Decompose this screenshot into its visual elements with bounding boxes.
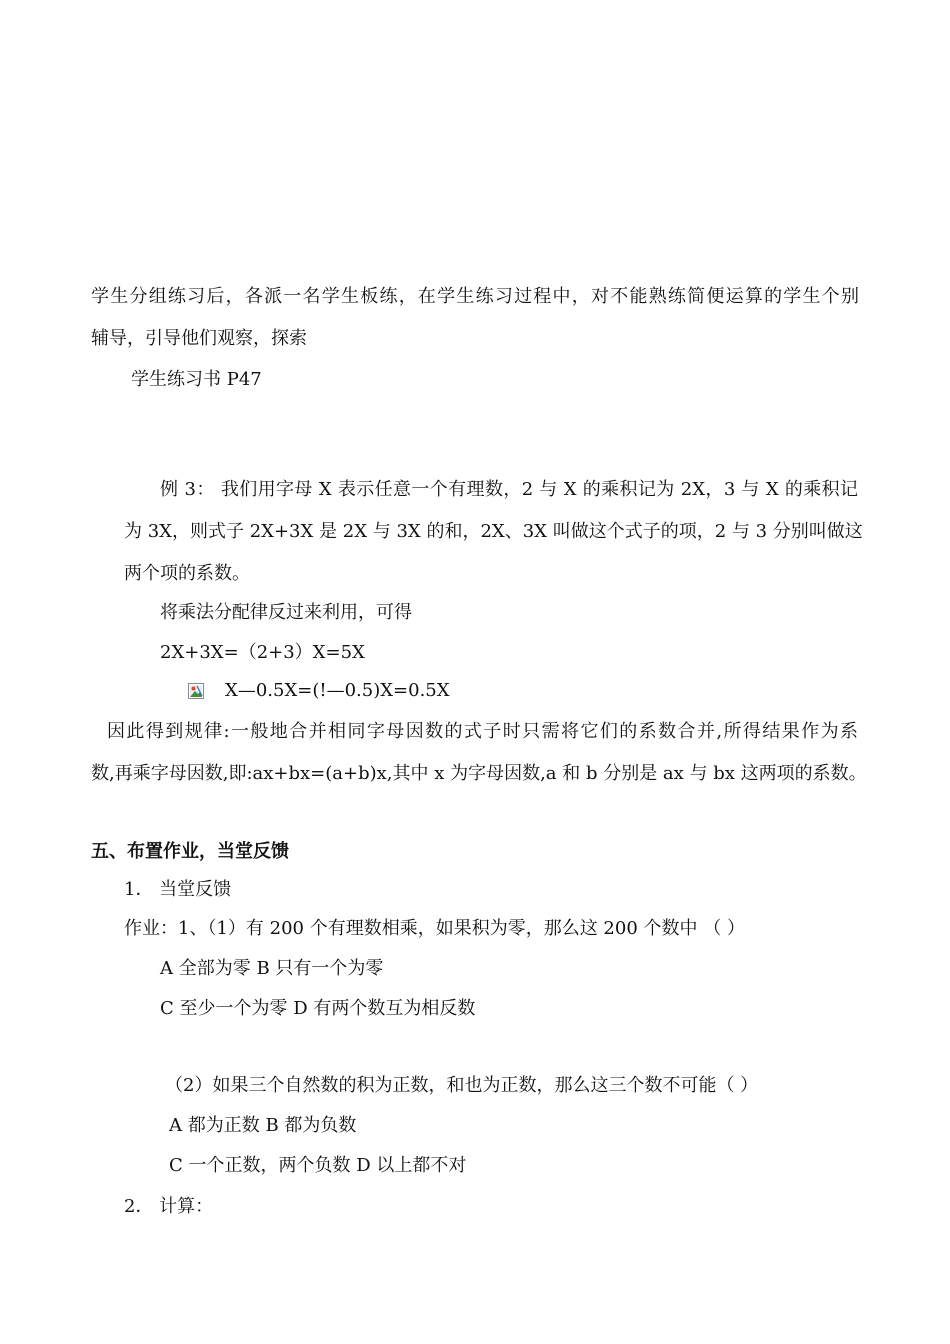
broken-image-icon [188, 683, 204, 699]
answer-options: A 全部为零 B 只有一个为零 [160, 958, 384, 979]
equation: X—0.5X=(!—0.5)X=0.5X [225, 680, 450, 701]
equation: 2X+3X=（2+3）X=5X [160, 642, 365, 663]
answer-options: C 至少一个为零 D 有两个数互为相反数 [160, 998, 476, 1019]
list-item: 2． 计算： [124, 1196, 214, 1217]
homework-question: 作业：1、（1）有 200 个有理数相乘，如果积为零，那么这 200 个数中 （ ） [124, 918, 745, 939]
example-3-line: 为 3X，则式子 2X+3X 是 2X 与 3X 的和，2X、3X 叫做这个式子的项，2 与 3 分别叫做这 [124, 521, 863, 542]
example-3-line: 例 3： 我们用字母 X 表示任意一个有理数，2 与 X 的乘积记为 2X，3 与 X 的乘积记 [160, 479, 858, 500]
answer-options: C 一个正数，两个负数 D 以上都不对 [169, 1155, 467, 1176]
example-3-line: 将乘法分配律反过来利用，可得 [160, 602, 412, 623]
homework-question: （2）如果三个自然数的积为正数，和也为正数，那么这三个数不可能（ ） [165, 1075, 759, 1096]
rule-line: 因此得到规律:一般地合并相同字母因数的式子时只需将它们的系数合并,所得结果作为系 [107, 721, 858, 742]
section-heading: 五、布置作业，当堂反馈 [91, 841, 289, 862]
answer-options: A 都为正数 B 都为负数 [169, 1115, 357, 1136]
paragraph-line: 学生分组练习后，各派一名学生板练，在学生练习过程中，对不能熟练简便运算的学生个别 [91, 286, 859, 307]
paragraph-line: 辅导，引导他们观察，探索 [91, 328, 307, 349]
rule-line: 数,再乘字母因数,即:ax+bx=(a+b)x,其中 x 为字母因数,a 和 b 分别是 ax 与 bx 这两项的系数。 [91, 763, 867, 784]
example-3-line: 两个项的系数。 [124, 563, 250, 584]
list-item: 1． 当堂反馈 [124, 879, 232, 900]
paragraph-line: 学生练习书 P47 [131, 369, 262, 390]
